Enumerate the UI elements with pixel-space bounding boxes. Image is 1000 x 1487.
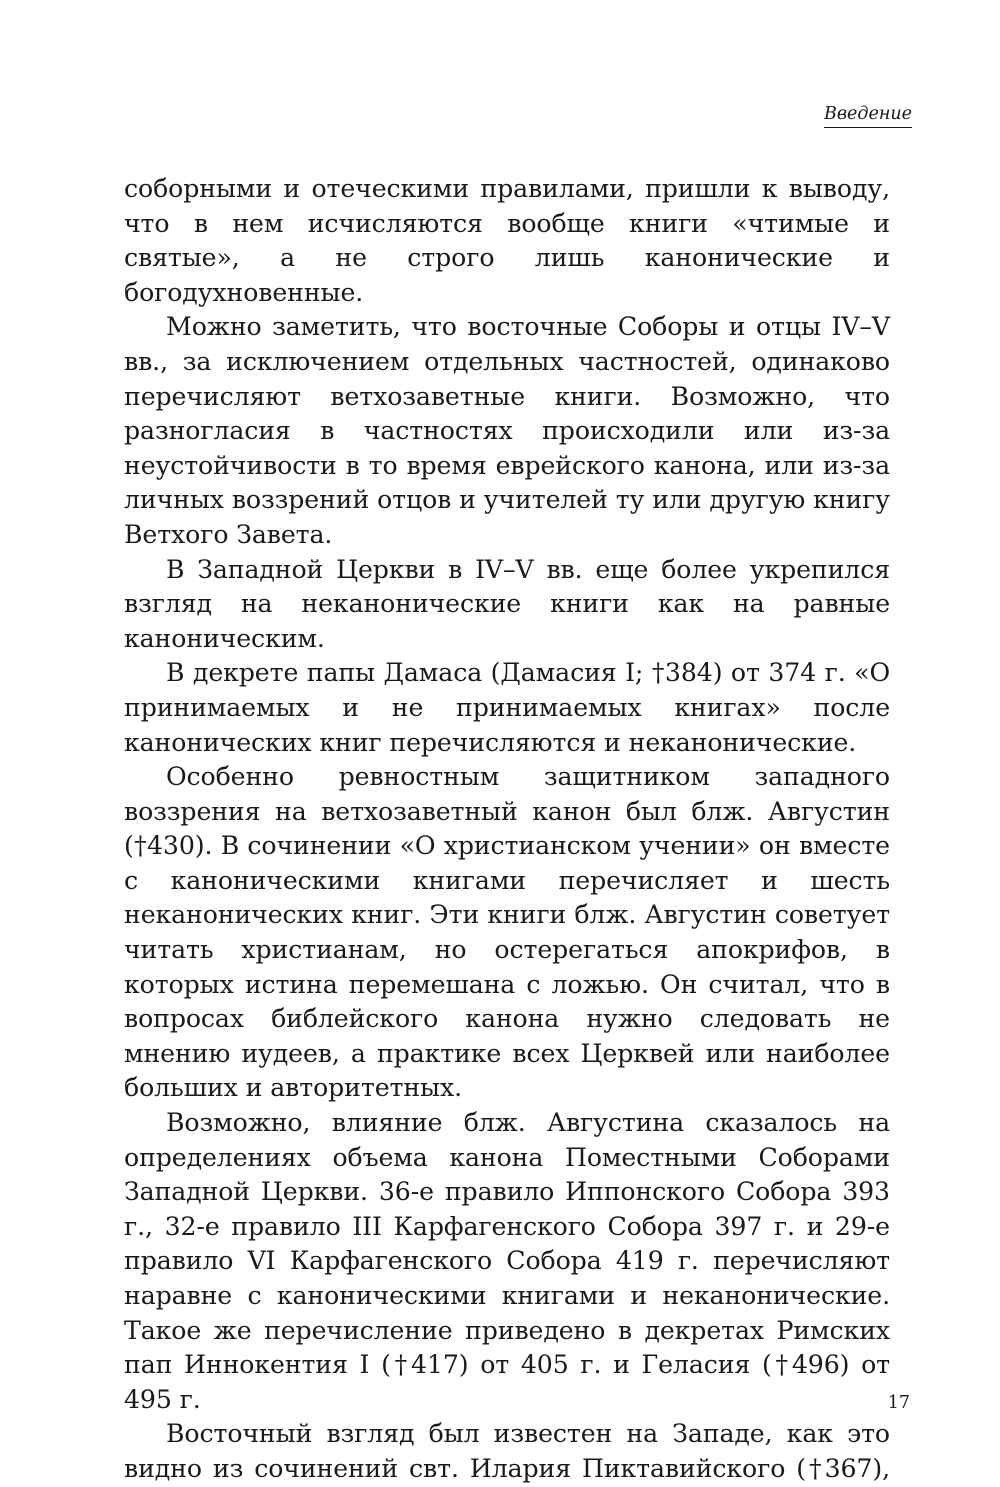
- paragraph-5: Особенно ревностным защитником западного воззрения на ветхозаветный канон был блж. Августин (†430). В сочинении «О христианском учении» он вместе с каноническими книгами перечисляет и шесть неканонических книг. Эти книги блж. Августин советует читать христианам, но остерегаться апокрифов, в которых истина перемешана с ложью. Он считал, что в вопросах библейского канона нужно следовать не мнению иудеев, а практике всех Церквей или наиболее больших и авторитетных.: [124, 762, 890, 1103]
- paragraph-2: Можно заметить, что восточные Соборы и отцы IV–V вв., за исключением отдельных частностей, одинаково перечисляют ветхозаветные книги. Возможно, что разногласия в частностях происходили или из-за неустойчивости в то время еврейского канона, или из-за личных воззрений отцов и учителей ту или другую книгу Ветхого Завета.: [124, 312, 890, 549]
- paragraph-4: В декрете папы Дамаса (Дамасия I; †384) от 374 г. «О принимаемых и не принимаемых книгах» после канонических книг перечисляются и неканонические.: [124, 658, 890, 757]
- paragraph-6: Возможно, влияние блж. Августина сказалось на определениях объема канона Поместными Соборами Западной Церкви. 36-е правило Иппонского Собора 393 г., 32-е правило III Карфагенского Собора 397 г. и 29-е правило VI Карфагенского Собора 419 г. перечисляют наравне с каноническими книгами и неканонические. Такое же перечисление приведено в декретах Римских пап Иннокентия I (†417) от 405 г. и Геласия (†496) от 495 г.: [124, 1108, 890, 1414]
- page-number: 17: [887, 1393, 910, 1413]
- page-body: [124, 172, 890, 1487]
- paragraph-3: В Западной Церкви в IV–V вв. еще более укрепился взгляд на неканонические книги как на равные каноническим.: [124, 554, 890, 653]
- paragraph-7: Восточный взгляд был известен на Западе, как это видно из сочинений свт. Илария Пиктавийского (†367),: [124, 1419, 890, 1483]
- running-head-title: Введение: [824, 103, 912, 128]
- paragraph-1: соборными и отеческими правилами, пришли к выводу, что в нем исчисляются вообще книги «чтимые и святые», а не строго лишь канонические и богодухновенные.: [124, 174, 890, 307]
